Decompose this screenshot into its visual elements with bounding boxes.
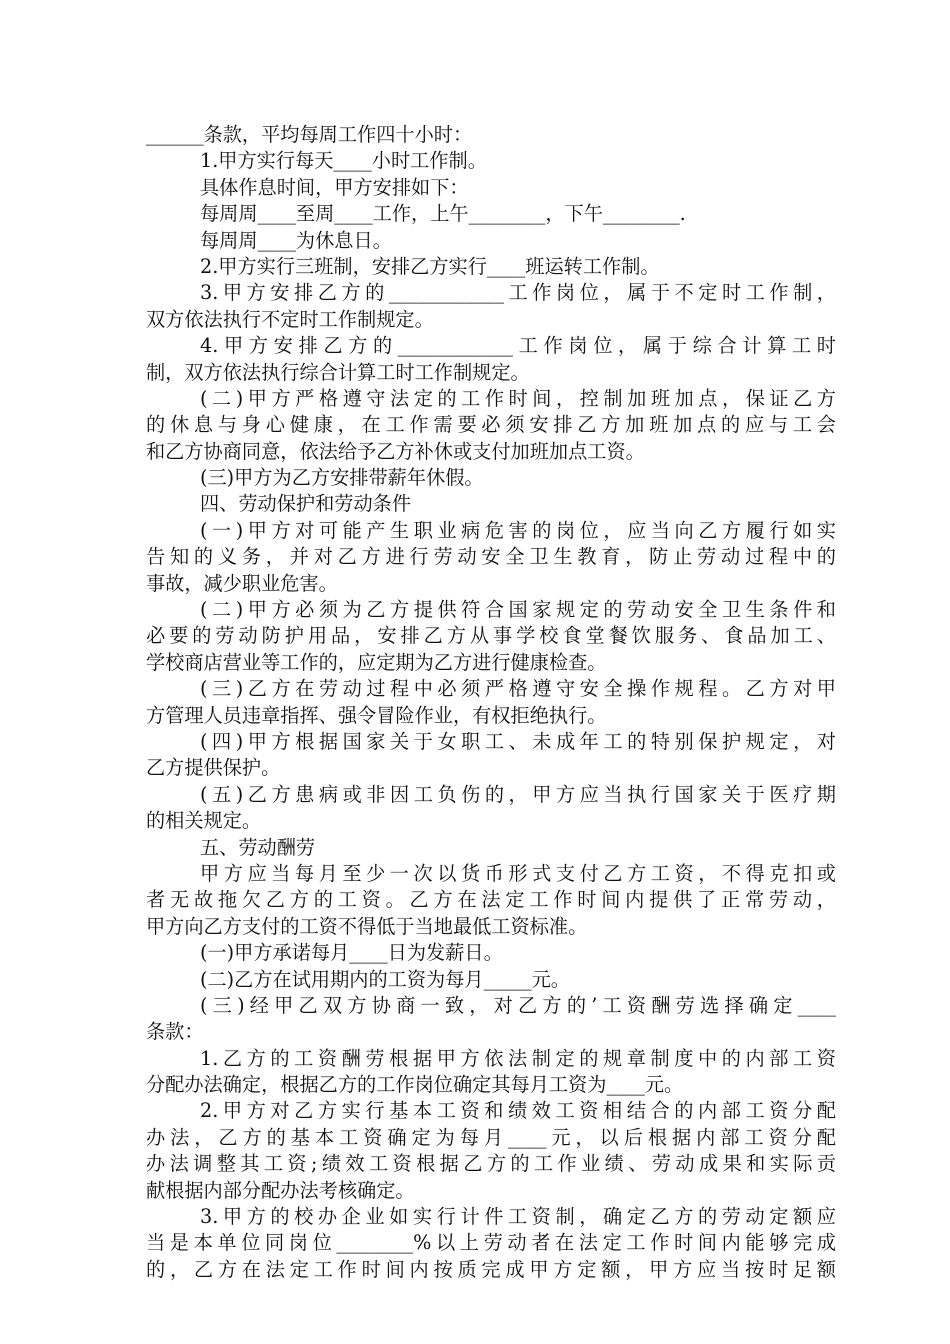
paragraph-line: ______条款，平均每周工作四十小时： [146, 123, 473, 146]
paragraph-line: 的相关规定。 [146, 809, 262, 833]
paragraph-line: 当是本单位同岗位________%以上劳动者在法定工作时间内能够完成 [146, 1231, 836, 1255]
paragraph-line: 3.甲方的校办企业如实行计件工资制，确定乙方的劳动定额应 [200, 1205, 836, 1229]
paragraph-line: 办法调整其工资;绩效工资根据乙方的工作业绩、劳动成果和实际贡 [146, 1152, 836, 1176]
paragraph-line: 五、劳动酬劳 [200, 835, 316, 859]
paragraph-line: (二)乙方在试用期内的工资为每月_____元。 [200, 967, 570, 991]
paragraph-line: 必要的劳动防护用品，安排乙方从事学校食堂餐饮服务、食品加工、 [146, 624, 836, 648]
document-page [146, 122, 836, 1283]
paragraph-line: (四)甲方根据国家关于女职工、未成年工的特别保护规定，对 [200, 729, 836, 753]
paragraph-line: 3.甲方安排乙方的____________工作岗位，属于不定时工作制， [200, 281, 836, 305]
paragraph-line: 的休息与身心健康，在工作需要必须安排乙方加班加点的应与工会 [146, 413, 836, 437]
paragraph-line: 2.甲方实行三班制，安排乙方实行____班运转工作制。 [200, 254, 660, 278]
paragraph-line: 每周周____为休息日。 [200, 228, 392, 252]
paragraph-line: 的，乙方在法定工作时间内按质完成甲方定额，甲方应当按时足额 [146, 1257, 836, 1281]
paragraph-line: 学校商店营业等工作的，应定期为乙方进行健康检查。 [146, 650, 607, 674]
paragraph-line: 四、劳动保护和劳动条件 [200, 492, 412, 516]
paragraph-line: 甲方应当每月至少一次以货币形式支付乙方工资，不得克扣或 [200, 861, 836, 885]
paragraph-line: (三)乙方在劳动过程中必须严格遵守安全操作规程。乙方对甲 [200, 677, 836, 701]
paragraph-line: 献根据内部分配办法考核确定。 [146, 1178, 415, 1202]
paragraph-line: 双方依法执行不定时工作制规定。 [146, 307, 434, 331]
paragraph-line: (一)甲方承诺每月____日为发薪日。 [200, 941, 503, 965]
paragraph-line: (二)甲方严格遵守法定的工作时间，控制加班加点，保证乙方 [200, 386, 836, 410]
paragraph-line: (二)甲方必须为乙方提供符合国家规定的劳动安全卫生条件和 [200, 598, 836, 622]
paragraph-line: (一)甲方对可能产生职业病危害的岗位，应当向乙方履行如实 [200, 518, 836, 542]
paragraph-line: 甲方向乙方支付的工资不得低于当地最低工资标准。 [146, 914, 588, 938]
paragraph-line: (五)乙方患病或非因工负伤的，甲方应当执行国家关于医疗期 [200, 782, 836, 806]
paragraph-line: 分配办法确定，根据乙方的工作岗位确定其每月工资为____元。 [146, 1073, 684, 1097]
paragraph-line: 1.乙方的工资酬劳根据甲方依法制定的规章制度中的内部工资 [200, 1046, 836, 1070]
paragraph-line: 每周周____至周____工作，上午________，下午________. [200, 202, 686, 226]
paragraph-line: 2.甲方对乙方实行基本工资和绩效工资相结合的内部工资分配 [200, 1099, 836, 1123]
paragraph-line: 和乙方协商同意，依法给予乙方补休或支付加班加点工资。 [146, 439, 645, 463]
paragraph-line: (三)经甲乙双方协商一致，对乙方的’工资酬劳选择确定____ [200, 993, 836, 1017]
paragraph-line: 1.甲方实行每天____小时工作制。 [200, 149, 487, 173]
paragraph-line: 方管理人员违章指挥、强令冒险作业，有权拒绝执行。 [146, 703, 607, 727]
paragraph-line: 条款： [146, 1020, 204, 1044]
paragraph-line: 告知的义务，并对乙方进行劳动安全卫生教育，防止劳动过程中的 [146, 545, 836, 569]
paragraph-line: 办法，乙方的基本工资确定为每月____元，以后根据内部工资分配 [146, 1125, 836, 1149]
paragraph-line: 乙方提供保护。 [146, 756, 281, 780]
paragraph-line: (三)甲方为乙方安排带薪年休假。 [200, 466, 484, 490]
paragraph-line: 具体作息时间，甲方安排如下： [200, 175, 469, 199]
paragraph-line: 制，双方依法执行综合计算工时工作制规定。 [146, 360, 530, 384]
paragraph-line: 事故，减少职业危害。 [146, 571, 338, 595]
paragraph-line: 4.甲方安排乙方的____________工作岗位，属于综合计算工时 [200, 334, 836, 358]
paragraph-line: 者无故拖欠乙方的工资。乙方在法定工作时间内提供了正常劳动， [146, 888, 836, 912]
